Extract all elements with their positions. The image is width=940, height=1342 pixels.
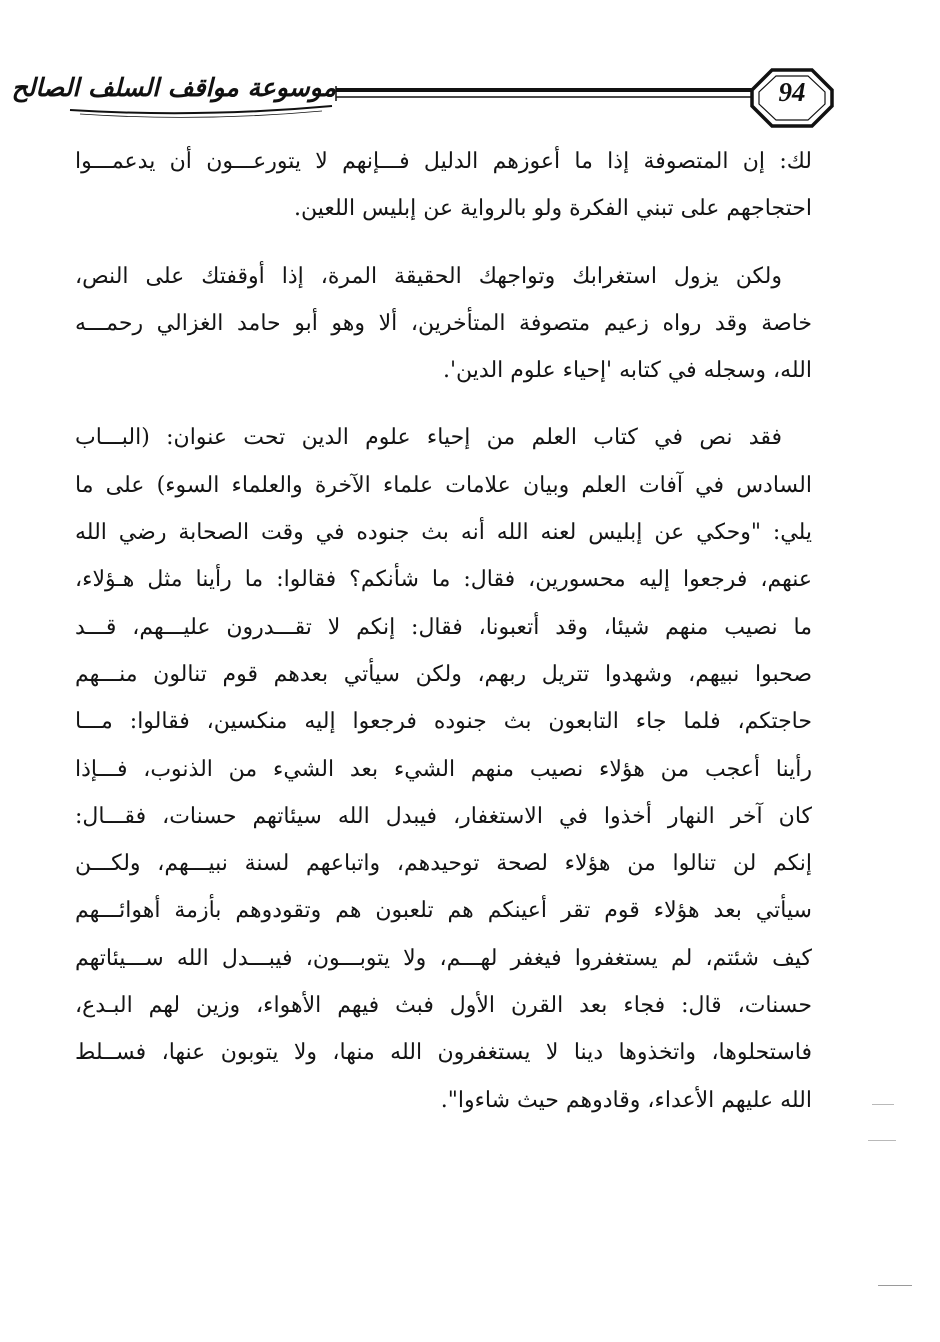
- text-line: الله عليهم الأعداء، وقادوهم حيث شاءوا".: [440, 1087, 812, 1113]
- text-line: احتجاجهم على تبني الفكرة ولو بالرواية عن إبليس اللعين.: [293, 196, 812, 222]
- scan-mark: [878, 1285, 912, 1286]
- series-title: موسوعة مواقف السلف الصالح: [11, 73, 336, 102]
- text-line: صحبوا نبيهم، وشهدوا تتريل ربهم، ولكن سيأتي بعدهم قوم تنالون منـــهم: [75, 661, 812, 687]
- text-line: الله، وسجله في كتابه 'إحياء علوم الدين'.: [443, 358, 812, 384]
- text-line: سيأتي بعد هؤلاء قوم تقر أعينكم هم تلعبون هم وتقودوهم بأزمة أهوائـــهم: [75, 898, 812, 924]
- paragraph-3: [75, 414, 812, 1123]
- page-header: [11, 60, 840, 136]
- text-line: إنكم لن تنالوا من هؤلاء لصحة توحيدهم، واتباعهم لسنة نبيـــهم، ولكـــن: [75, 851, 812, 877]
- text-line: حاجتكم، فلما جاء التابعون بث جنوده فرجعوا إليه منكسين، فقالوا: مـــا: [75, 709, 812, 735]
- text-line: خاصة وقد رواه زعيم متصوفة المتأخرين، ألا وهو أبو حامد الغزالي رحمـــه: [75, 310, 812, 336]
- text-line: لك: إن المتصوفة إذا ما أعوزهم الدليل فـــإنهم لا يتورعـــون أن يدعمـــوا: [75, 149, 812, 174]
- text-line: يلي: "وحكي عن إبليس لعنه الله أنه بث جنوده في وقت الصحابة رضي الله: [75, 520, 812, 546]
- text-line: ولكن يزول استغرابك وتواجهك الحقيقة المرة، إذا أوقفتك على النص،: [75, 263, 782, 289]
- text-line: كيف شئتم، لم يستغفروا فيغفر لهـــم، ولا يتوبـــون، فيبـــدل الله ســـيئاتهم: [75, 945, 812, 971]
- text-line: عنهم، فرجعوا إليه محسورين، فقال: ما شأنكم؟ فقالوا: ما رأينا مثل هـؤلاء،: [75, 567, 812, 593]
- page-body: [75, 138, 812, 1124]
- text-line: رأينا أعجب من هؤلاء نصيب منهم الشيء بعد الشيء من الذنوب، فـــإذا: [75, 756, 812, 782]
- paragraph-2: [75, 253, 812, 395]
- scan-mark: [868, 1140, 896, 1141]
- scan-mark: [872, 1104, 894, 1105]
- text-line: السادس في آفات العلم وبيان علامات علماء الآخرة والعلماء السوء) على ما: [75, 472, 812, 498]
- text-line: كان آخر النهار أخذوا في الاستغفار، فيبدل الله سيئاتهم حسنات، فقـــال:: [75, 803, 812, 829]
- page-number: 94: [778, 77, 806, 107]
- text-line: فقد نص في كتاب العلم من إحياء علوم الدين تحت عنوان: (البـــاب: [75, 425, 782, 451]
- paragraph-1: [75, 138, 812, 233]
- text-line: ما نصيب منهم شيئا، وقد أتعبونا، فقال: إنكم لا تقـــدرون عليـــهم، قـــد: [75, 614, 812, 640]
- text-line: فاستحلوها، واتخذوها دينا لا يستغفرون الله منها، ولا يتوبون عنها، فســلط: [75, 1040, 812, 1066]
- text-line: حسنات، قال: فجاء بعد القرن الأول فبث فيهم الأهواء، وزين لهم البـدع،: [75, 993, 812, 1019]
